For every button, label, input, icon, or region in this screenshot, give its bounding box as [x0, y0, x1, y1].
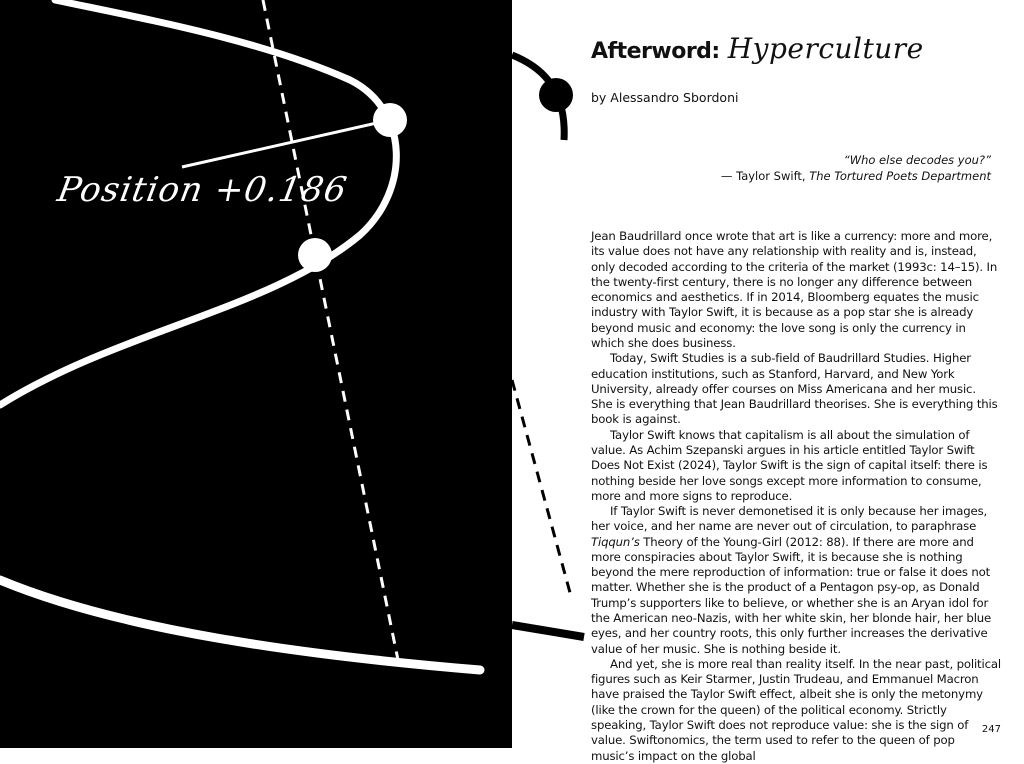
paragraph-5: And yet, she is more real than reality itself. In the near past, political figures such as Keir Starmer, Justin Trudeau, and Emmanuel Macron have praised the Taylor Swift effect, albeit she is only the metonymy (like the crown for the queen) of the political economy. Strictly speaking, Taylor Swift does not reproduce value: she is the sign of value. Swiftonomics, the term used to refer to the queen of pop music’s impact on the global [591, 656, 1001, 763]
lower-node-dot [298, 238, 332, 272]
bleed-node-dot [539, 78, 573, 112]
left-page-artwork [0, 0, 512, 748]
paragraph-1: Jean Baudrillard once wrote that art is like a currency: more and more, its value does not have any relationship with reality and is, instead, only decoded according to the criteria of the market (1993c: 14–15). In the twenty-first century, there is no longer any difference between economics and aesthetics. If in 2014, Bloomberg equates the music industry with Taylor Swift, it is because as a pop star she is already beyond music and economy: the love song is only the currency in which she does business. [591, 229, 998, 350]
epigraph-attribution [721, 168, 991, 184]
bleed-dashed-line [512, 380, 572, 600]
body-text [591, 229, 1001, 764]
lower-white-curve [0, 580, 480, 670]
attribution-work: The Tortured Poets Department [809, 169, 991, 183]
epigraph-quote: “Who else decodes you?” [843, 153, 991, 167]
abstract-curve-illustration [0, 0, 512, 748]
upper-node-dot [373, 103, 407, 137]
chapter-title [591, 32, 924, 68]
title-main: Afterword: [591, 39, 720, 64]
paragraph-4-part-a: If Taylor Swift is never demonetised it is only because her images, her voice, and her name are never out of circulation, to paraphrase [591, 504, 988, 534]
page-number: 247 [981, 724, 1001, 735]
paragraph-3: Taylor Swift knows that capitalism is all about the simulation of value. As Achim Szepanski argues in his article entitled Taylor Swift Does Not Exist (2024), Taylor Swift is the sign of capital itself: there is nothing beside her love songs except more information to consume, more and more signs to reproduce. [591, 427, 988, 503]
attribution-prefix: — Taylor Swift, [720, 169, 810, 183]
author-byline: by Alessandro Sbordoni [591, 90, 739, 105]
paragraph-4-italic: Tiqqun’s [591, 534, 640, 549]
epigraph [721, 152, 991, 184]
paragraph-2: Today, Swift Studies is a sub-field of Baudrillard Studies. Higher education institutions, such as Stanford, Harvard, and New York University, already offer courses on Miss Americana and her music. She is everything that Jean Baudrillard theorises. She is everything this book is against. [591, 351, 998, 427]
right-page-text [512, 0, 1024, 763]
paragraph-4 [591, 504, 1001, 657]
title-script: Hyperculture [727, 32, 924, 65]
position-label: Position +0.186 [54, 170, 351, 210]
pointer-line [182, 120, 390, 167]
paragraph-4-part-b: Theory of the Young-Girl (2012: 88). If there are more and more conspiracies about Taylor Swift, it is because she is nothing beyond the mere reproduction of information: true or false it does not matter. Whether she is the product of a Pentagon psy-op, as Donald Trump’s supporters like to believe, or whether she is an Aryan idol for the American neo-Nazis, with her white skin, her blonde hair, her blue eyes, and her country roots, this only further increases the derivative value of her music. She is nothing beside it. [591, 534, 992, 656]
bleed-curve-bottom [512, 625, 584, 637]
